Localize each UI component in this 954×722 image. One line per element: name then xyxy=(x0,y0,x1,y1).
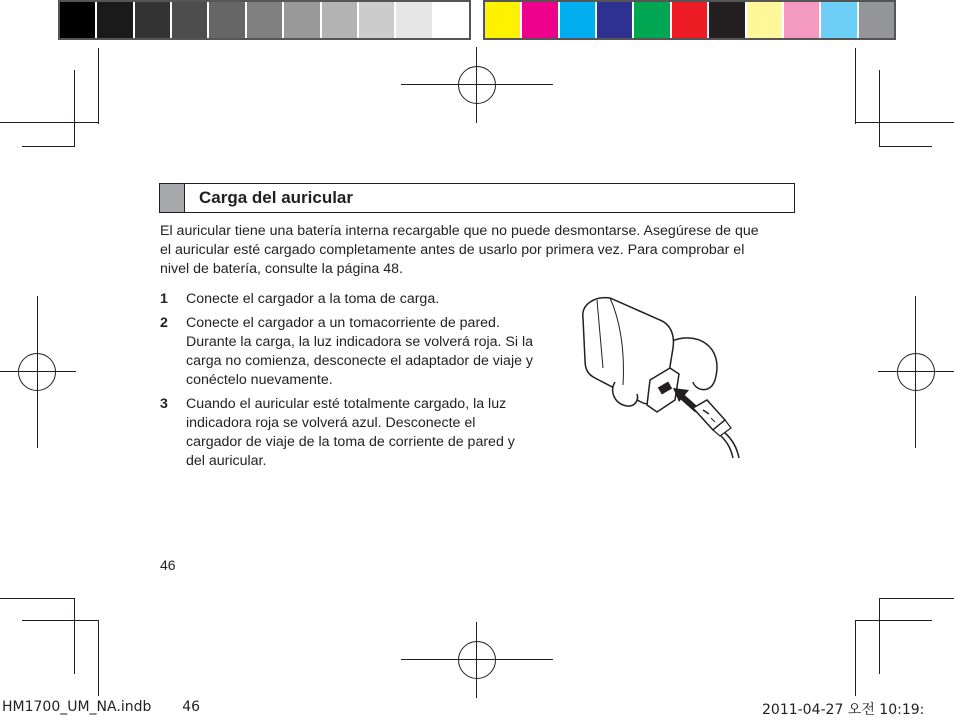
color-swatch xyxy=(396,2,433,38)
color-swatch xyxy=(247,2,284,38)
crop-mark xyxy=(0,598,75,599)
steps-list xyxy=(160,290,560,476)
color-swatch xyxy=(284,2,321,38)
color-swatch xyxy=(597,2,634,38)
crop-mark xyxy=(22,620,99,621)
color-swatch xyxy=(359,2,396,38)
crop-mark xyxy=(879,146,932,147)
footer-file-info xyxy=(2,699,200,715)
color-swatch xyxy=(560,2,597,38)
crop-mark xyxy=(855,48,856,124)
crop-mark xyxy=(74,598,75,674)
step-number: 2 xyxy=(160,315,168,331)
crop-mark xyxy=(22,146,75,147)
color-swatch xyxy=(522,2,559,38)
step-text: Cuando el auricular esté totalmente cargado, la luz indicadora roja se volverá azul. Desconecte el cargador de viaje de la toma de corriente de pared y del auricular. xyxy=(186,396,515,469)
step-text: Conecte el cargador a un tomacorriente de pared. Durante la carga, la luz indicadora se volverá roja. Si la carga no comienza, desconecte el adaptador de viaje y conéctelo nuevamente. xyxy=(186,315,534,388)
color-swatch xyxy=(485,2,522,38)
crop-mark xyxy=(74,70,75,146)
color-swatch xyxy=(209,2,246,38)
footer-file-page: 46 xyxy=(182,699,201,715)
crop-mark xyxy=(855,620,856,696)
crop-mark xyxy=(879,70,880,146)
color-swatch xyxy=(859,2,894,38)
color-swatch xyxy=(135,2,172,38)
color-swatch xyxy=(97,2,134,38)
color-swatch xyxy=(821,2,858,38)
color-swatch xyxy=(709,2,746,38)
step-text: Conecte el cargador a la toma de carga. xyxy=(186,291,440,307)
color-swatch xyxy=(672,2,709,38)
color-swatch xyxy=(322,2,359,38)
color-swatch xyxy=(784,2,821,38)
crop-mark xyxy=(855,122,954,123)
crop-mark xyxy=(0,122,99,123)
color-swatch xyxy=(60,2,97,38)
crop-mark xyxy=(98,48,99,124)
crop-mark xyxy=(855,620,932,621)
intro-paragraph: El auricular tiene una batería interna recargable que no puede desmontarse. Asegúrese de que el auricular esté cargado completamente antes de usarlo por primera vez. Para comprobar el nivel de batería, consulte la página 48. xyxy=(160,223,759,277)
crop-mark xyxy=(879,598,880,674)
headset-charging-illustration xyxy=(575,290,750,460)
step-item xyxy=(160,314,560,390)
step-item xyxy=(160,290,560,309)
grayscale-color-bar xyxy=(58,0,471,40)
step-number: 3 xyxy=(160,396,168,412)
step-item xyxy=(160,395,560,471)
color-swatch xyxy=(434,2,469,38)
step-number: 1 xyxy=(160,291,168,307)
color-swatch xyxy=(747,2,784,38)
crop-mark xyxy=(98,620,99,696)
section-title: Carga del auricular xyxy=(199,188,354,207)
color-swatch xyxy=(634,2,671,38)
process-color-bar xyxy=(483,0,896,40)
section-marker xyxy=(160,184,185,212)
footer-timestamp: 2011-04-27 오전 10:19: xyxy=(762,702,925,718)
crop-mark xyxy=(879,598,954,599)
page-number: 46 xyxy=(160,557,176,573)
color-swatch xyxy=(172,2,209,38)
section-header xyxy=(159,183,795,213)
footer-filename: HM1700_UM_NA.indb xyxy=(2,699,152,715)
